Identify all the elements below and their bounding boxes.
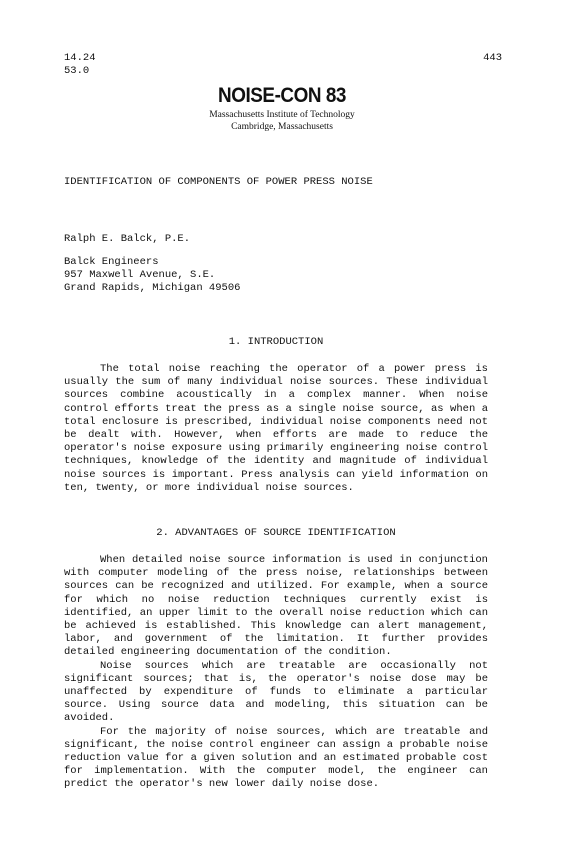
body-paragraph: When detailed noise source information is used in conjunction with computer modeling of the press noise, relationships between sources can be recognized and utilized. For example, when a source for which no noise reduction techniques currently exist is identified, an upper limit to the overall noise reduction which can be achieved is established. This knowledge can alert management, labor, and government of the limitation. It further provides detailed engineering documentation of the condition. <box>64 554 488 659</box>
body-paragraph: For the majority of noise sources, which are treatable and significant, the noise control engineer can assign a probable noise reduction value for a given solution and an estimated probable cost for implementation. With the computer model, the engineer can predict the operator's new lower daily noise dose. <box>64 725 488 791</box>
body-paragraph: The total noise reaching the operator of a power press is usually the sum of many individual noise sources. These individual sources combine acoustically in a complex manner. When noise control efforts treat the press as a single noise source, as when a total enclosure is prescribed, individual noise components need not be dealt with. However, when efforts are made to reduce the operator's noise exposure using primarily engineering noise control techniques, knowledge of the identity and magnitude of individual noise sources is important. Press analysis can yield information on ten, twenty, or more individual noise sources. <box>64 363 488 494</box>
body-paragraph: Noise sources which are treatable are occasionally not significant sources; that is, the operator's noise dose may be unaffected by expenditure of funds to eliminate a particular source. Using source data and modeling, this situation can be avoided. <box>64 659 488 725</box>
classification-code: 53.0 <box>64 65 90 78</box>
author-name: Ralph E. Balck, P.E. <box>64 233 191 245</box>
conference-location: Cambridge, Massachusetts <box>231 122 333 132</box>
classification-codes <box>64 52 96 78</box>
page-number: 443 <box>483 52 502 64</box>
affiliation-line: Grand Rapids, Michigan 49506 <box>64 282 241 295</box>
institution-name: Massachusetts Institute of Technology <box>209 110 355 120</box>
section-heading-advantages: 2. ADVANTAGES OF SOURCE IDENTIFICATION <box>156 527 396 539</box>
section-heading-introduction: 1. INTRODUCTION <box>228 336 324 348</box>
author-affiliation <box>64 256 488 296</box>
affiliation-line: Balck Engineers <box>64 256 159 268</box>
conference-logo: NOISE-CON 83 <box>218 84 346 107</box>
affiliation-line: 957 Maxwell Avenue, S.E. <box>64 269 216 282</box>
section-body-advantages <box>64 554 488 792</box>
classification-code: 14.24 <box>64 52 96 64</box>
paper-title: IDENTIFICATION OF COMPONENTS OF POWER PRESS NOISE <box>64 176 373 188</box>
section-body-introduction <box>64 363 488 495</box>
